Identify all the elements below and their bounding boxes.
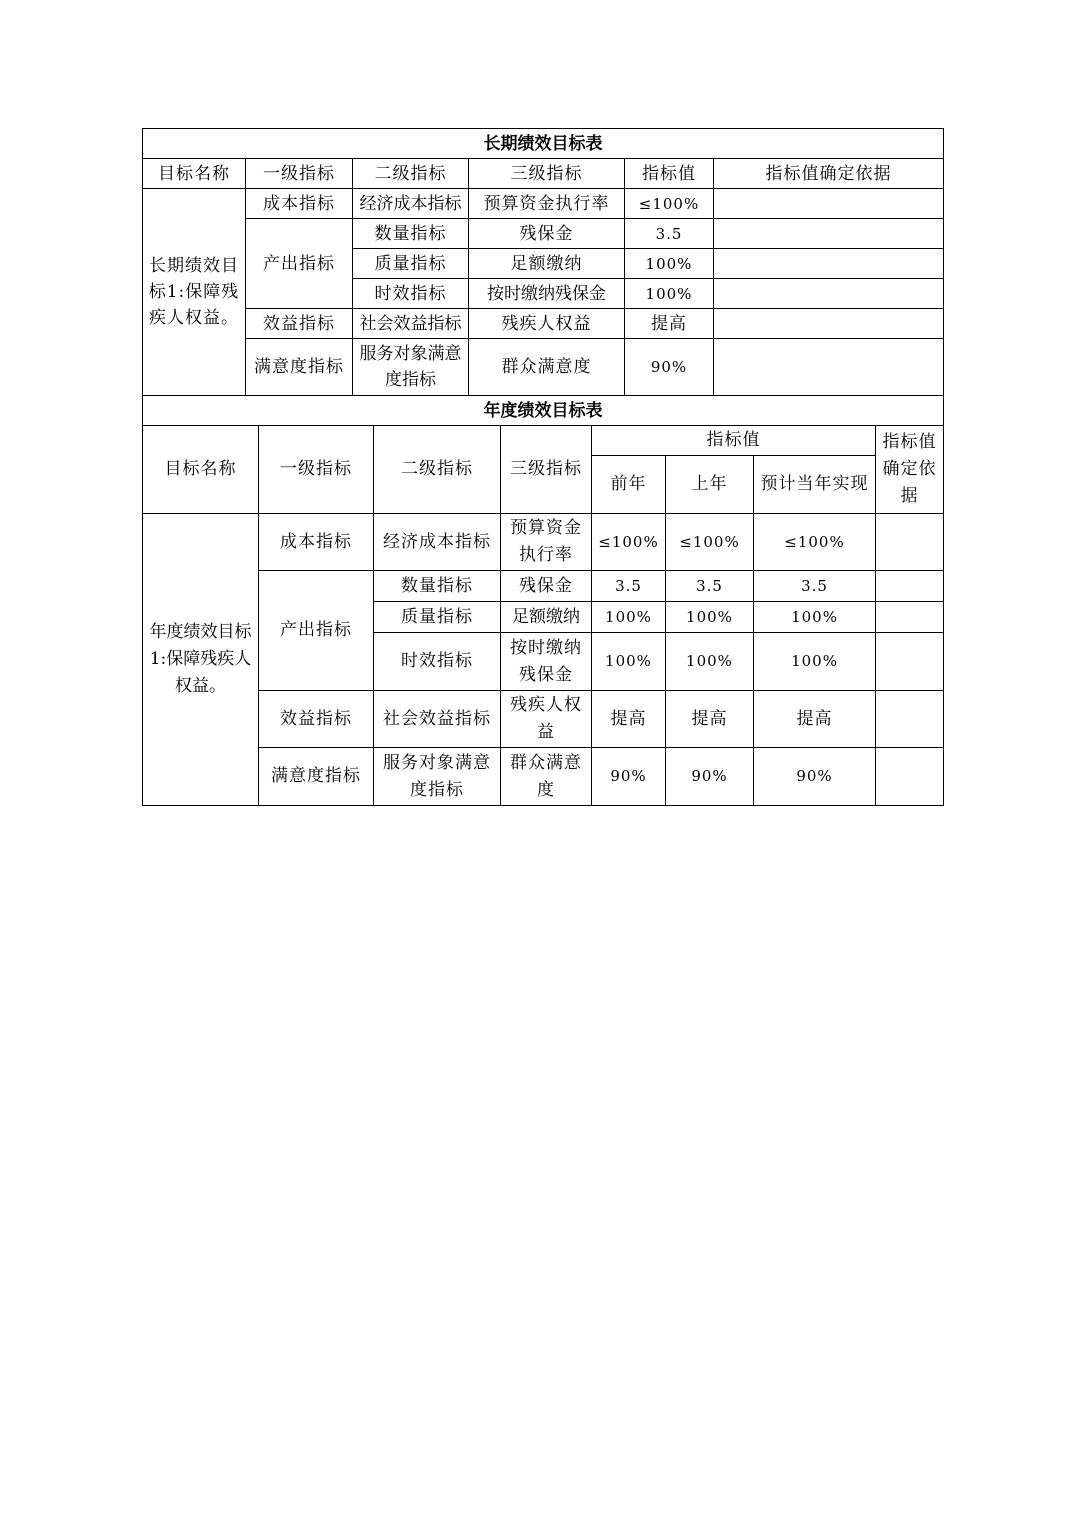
last-cell: 提高 xyxy=(666,691,754,748)
header-level3: 三级指标 xyxy=(469,159,625,189)
level1-satisfaction: 满意度指标 xyxy=(246,339,353,396)
expected-cell: ≤100% xyxy=(754,514,876,571)
table-row xyxy=(143,571,944,602)
header-level1: 一级指标 xyxy=(246,159,353,189)
long-term-header-row xyxy=(143,159,944,189)
prev-cell: ≤100% xyxy=(592,514,666,571)
prev-cell: 100% xyxy=(592,633,666,691)
basis-cell xyxy=(876,633,944,691)
table-row xyxy=(143,691,944,748)
basis-cell xyxy=(714,279,944,309)
level1-cost: 成本指标 xyxy=(246,189,353,219)
basis-cell xyxy=(714,339,944,396)
table-row xyxy=(143,189,944,219)
value-cell: 3.5 xyxy=(625,219,714,249)
level3-cell: 残疾人权益 xyxy=(501,691,592,748)
header-value: 指标值 xyxy=(592,426,876,456)
level3-cell: 按时缴纳残保金 xyxy=(469,279,625,309)
level1-benefit: 效益指标 xyxy=(259,691,374,748)
level3-cell: 残保金 xyxy=(501,571,592,602)
table-row xyxy=(143,219,944,249)
level1-output: 产出指标 xyxy=(246,219,353,309)
basis-cell xyxy=(714,249,944,279)
annual-table-title: 年度绩效目标表 xyxy=(143,396,944,426)
expected-cell: 3.5 xyxy=(754,571,876,602)
last-cell: 3.5 xyxy=(666,571,754,602)
level1-satisfaction: 满意度指标 xyxy=(259,748,374,806)
basis-cell xyxy=(714,309,944,339)
basis-cell xyxy=(714,219,944,249)
table-row xyxy=(143,514,944,571)
level1-cost: 成本指标 xyxy=(259,514,374,571)
header-goal-name: 目标名称 xyxy=(143,159,246,189)
long-term-table-title: 长期绩效目标表 xyxy=(143,129,944,159)
level2-cell: 服务对象满意度指标 xyxy=(353,339,469,396)
level2-cell: 经济成本指标 xyxy=(353,189,469,219)
table-row xyxy=(143,339,944,396)
expected-cell: 100% xyxy=(754,602,876,633)
level2-cell: 社会效益指标 xyxy=(374,691,501,748)
header-level2: 二级指标 xyxy=(374,426,501,514)
basis-cell xyxy=(876,691,944,748)
table-row xyxy=(143,309,944,339)
value-cell: 100% xyxy=(625,249,714,279)
basis-cell xyxy=(876,748,944,806)
header-last-year: 上年 xyxy=(666,456,754,514)
table-row xyxy=(143,748,944,806)
long-term-goal-table xyxy=(142,128,944,426)
level2-cell: 时效指标 xyxy=(374,633,501,691)
level1-output: 产出指标 xyxy=(259,571,374,691)
annual-header-row xyxy=(143,426,944,456)
level2-cell: 数量指标 xyxy=(353,219,469,249)
level2-cell: 时效指标 xyxy=(353,279,469,309)
header-goal-name: 目标名称 xyxy=(143,426,259,514)
last-cell: 90% xyxy=(666,748,754,806)
level2-cell: 质量指标 xyxy=(353,249,469,279)
level3-cell: 预算资金执行率 xyxy=(501,514,592,571)
value-cell: ≤100% xyxy=(625,189,714,219)
level2-cell: 社会效益指标 xyxy=(353,309,469,339)
annual-goal-cell: 年度绩效目标1:保障残疾人权益。 xyxy=(143,514,259,806)
header-level1: 一级指标 xyxy=(259,426,374,514)
expected-cell: 90% xyxy=(754,748,876,806)
level3-cell: 足额缴纳 xyxy=(501,602,592,633)
header-value: 指标值 xyxy=(625,159,714,189)
long-term-goal-cell: 长期绩效目标1:保障残疾人权益。 xyxy=(143,189,246,396)
basis-cell xyxy=(876,602,944,633)
header-basis: 指标值确定依据 xyxy=(714,159,944,189)
last-cell: ≤100% xyxy=(666,514,754,571)
level3-cell: 群众满意度 xyxy=(501,748,592,806)
last-cell: 100% xyxy=(666,633,754,691)
value-cell: 100% xyxy=(625,279,714,309)
prev-cell: 90% xyxy=(592,748,666,806)
level3-cell: 残保金 xyxy=(469,219,625,249)
value-cell: 提高 xyxy=(625,309,714,339)
last-cell: 100% xyxy=(666,602,754,633)
basis-cell xyxy=(876,514,944,571)
level3-cell: 按时缴纳残保金 xyxy=(501,633,592,691)
basis-cell xyxy=(876,571,944,602)
level2-cell: 数量指标 xyxy=(374,571,501,602)
level2-cell: 质量指标 xyxy=(374,602,501,633)
header-prev-year: 前年 xyxy=(592,456,666,514)
expected-cell: 提高 xyxy=(754,691,876,748)
level2-cell: 经济成本指标 xyxy=(374,514,501,571)
performance-goal-sheet xyxy=(142,128,943,806)
level3-cell: 残疾人权益 xyxy=(469,309,625,339)
annual-goal-table xyxy=(142,425,944,806)
level2-cell: 服务对象满意度指标 xyxy=(374,748,501,806)
level3-cell: 预算资金执行率 xyxy=(469,189,625,219)
expected-cell: 100% xyxy=(754,633,876,691)
prev-cell: 100% xyxy=(592,602,666,633)
basis-cell xyxy=(714,189,944,219)
value-cell: 90% xyxy=(625,339,714,396)
header-expected: 预计当年实现 xyxy=(754,456,876,514)
header-level3: 三级指标 xyxy=(501,426,592,514)
prev-cell: 3.5 xyxy=(592,571,666,602)
level3-cell: 群众满意度 xyxy=(469,339,625,396)
level1-benefit: 效益指标 xyxy=(246,309,353,339)
level3-cell: 足额缴纳 xyxy=(469,249,625,279)
prev-cell: 提高 xyxy=(592,691,666,748)
header-basis: 指标值确定依据 xyxy=(876,426,944,514)
header-level2: 二级指标 xyxy=(353,159,469,189)
